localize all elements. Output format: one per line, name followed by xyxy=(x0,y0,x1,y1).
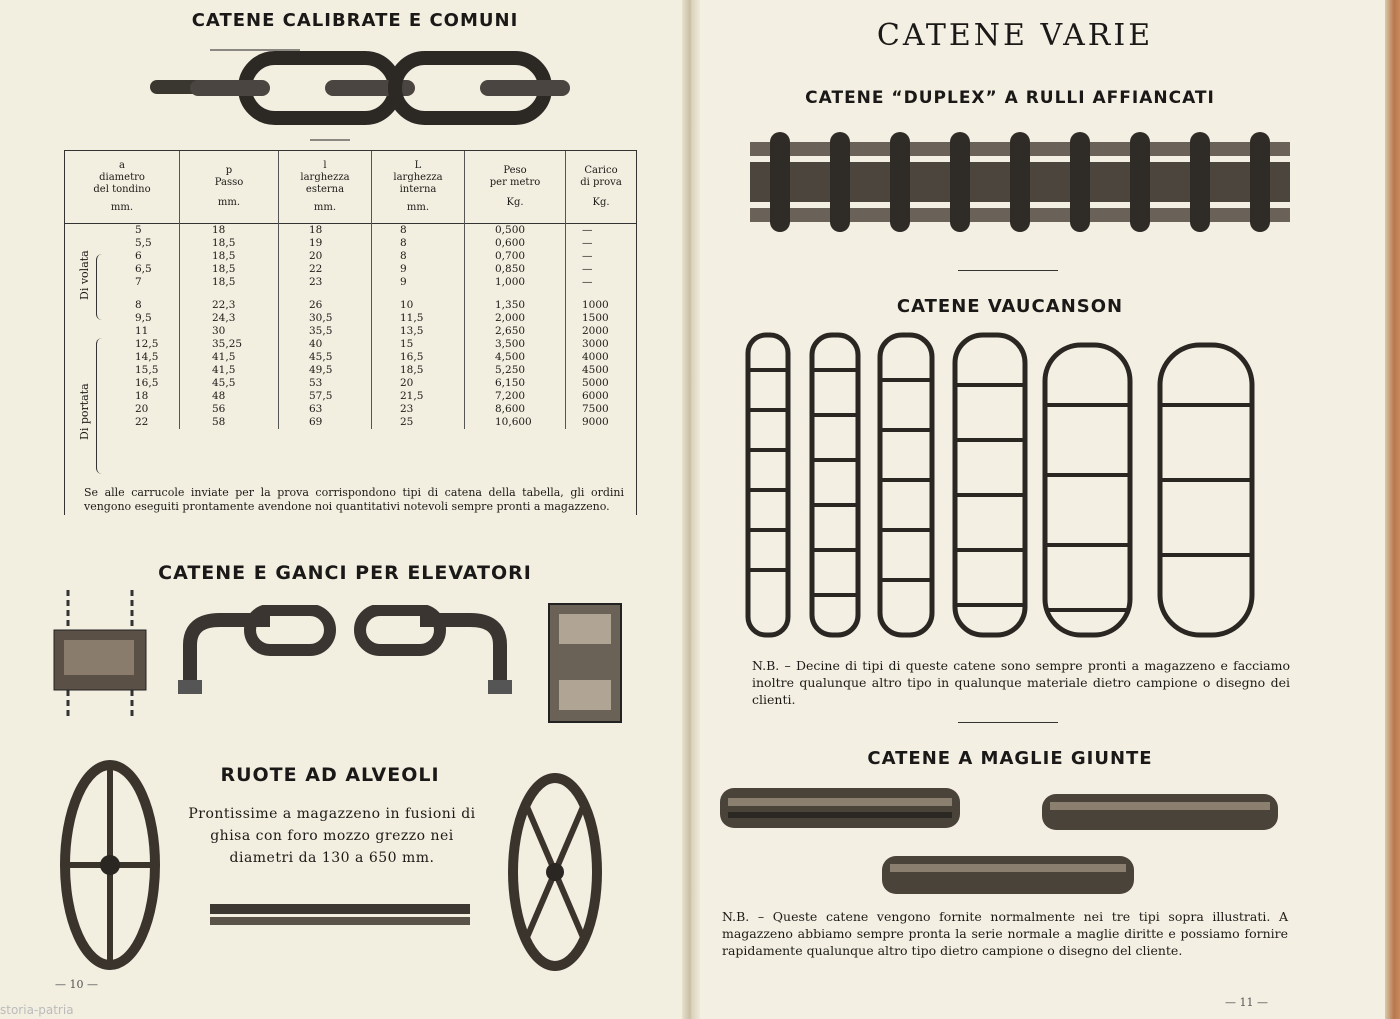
table-cell: — xyxy=(566,250,637,263)
table-cell: 14,5 xyxy=(135,351,159,363)
table-cell: 3000 xyxy=(566,338,637,351)
table-cell: 9 xyxy=(372,263,465,276)
table-cell: 20 xyxy=(135,403,149,415)
table-cell: 22 xyxy=(135,416,149,428)
divider xyxy=(958,722,1058,723)
table-row xyxy=(65,338,636,351)
table-row xyxy=(65,416,636,429)
table-cell: 5,250 xyxy=(465,364,566,377)
table-row xyxy=(65,312,636,325)
table-cell: 30 xyxy=(180,325,279,338)
heading-calibrate: CATENE CALIBRATE E COMUNI xyxy=(191,10,519,31)
table-cell: 40 xyxy=(279,338,372,351)
header-line: Passo xyxy=(214,177,244,188)
table-cell: 0,700 xyxy=(465,250,566,263)
table-cell: 23 xyxy=(279,276,372,289)
table-cell: 9000 xyxy=(566,416,637,429)
table-cell: 6,150 xyxy=(465,377,566,390)
page-number-left: — 10 — xyxy=(55,978,98,991)
table-row xyxy=(65,351,636,364)
header-line: esterna xyxy=(305,184,345,195)
table-cell: 2000 xyxy=(566,325,637,338)
table-cell: 18,5 xyxy=(372,364,465,377)
table-row xyxy=(65,224,636,238)
header-line: mm. xyxy=(313,202,337,213)
wheels-description: Prontissime a magazzeno in fusioni di ghisa con foro mozzo grezzo nei diametri da 130 a 650 mm. xyxy=(188,806,476,866)
table-cell: 8,600 xyxy=(465,403,566,416)
table-cell: 10 xyxy=(372,299,465,312)
spec-table-frame xyxy=(64,150,637,515)
table-cell: 23 xyxy=(372,403,465,416)
table-cell: 41,5 xyxy=(180,351,279,364)
table-cell: 1000 xyxy=(566,299,637,312)
group-label-volata: Di volata xyxy=(78,250,91,300)
table-cell: 16,5 xyxy=(372,351,465,364)
calibrated-chain-illustration xyxy=(150,40,570,150)
table-cell: 22,3 xyxy=(180,299,279,312)
heading-elevatori: CATENE E GANCI PER ELEVATORI xyxy=(158,562,532,584)
header-line: a xyxy=(119,160,125,171)
table-cell xyxy=(465,289,566,299)
elevator-bucket-illustration xyxy=(50,590,150,720)
table-cell: 18 xyxy=(135,390,149,402)
header-line: di prova xyxy=(580,177,622,188)
table-cell: 4500 xyxy=(566,364,637,377)
table-cell xyxy=(279,289,372,299)
header-line: larghezza xyxy=(300,172,350,183)
table-cell: 69 xyxy=(279,416,372,429)
table-row xyxy=(65,237,636,250)
table-cell: 20 xyxy=(372,377,465,390)
table-cell: 20 xyxy=(279,250,372,263)
table-cell: 1,350 xyxy=(465,299,566,312)
table-cell: — xyxy=(566,276,637,289)
table-cell: 41,5 xyxy=(180,364,279,377)
table-cell: 8 xyxy=(372,237,465,250)
book-spine xyxy=(682,0,700,1019)
table-cell: 0,500 xyxy=(465,224,566,238)
group-gap xyxy=(65,289,636,299)
table-cell: 6,5 xyxy=(135,263,152,275)
table-cell: 3,500 xyxy=(465,338,566,351)
table-cell: 18,5 xyxy=(180,250,279,263)
table-cell: 10,600 xyxy=(465,416,566,429)
spec-table-body xyxy=(65,224,636,430)
vaucanson-chains-illustration xyxy=(740,330,1260,640)
table-cell: 18,5 xyxy=(180,276,279,289)
heading-vaucanson: CATENE VAUCANSON xyxy=(896,296,1124,317)
wheel-chain-illustration xyxy=(210,900,470,930)
table-cell: 26 xyxy=(279,299,372,312)
table-cell: 25 xyxy=(372,416,465,429)
note-giunte: N.B. – Queste catene vengono fornite normalmente nei tre tipi sopra illustrati. A magazzeno abbiamo sempre pronta la serie normale a maglie diritte e possiamo fornire rapidamente qualunque altro tipo dietro campione o disegno del cliente. xyxy=(722,909,1288,958)
heading-duplex: CATENE “DUPLEX” A RULLI AFFIANCATI xyxy=(805,88,1215,108)
table-cell: 9 xyxy=(372,276,465,289)
table-cell: 4000 xyxy=(566,351,637,364)
elevator-belt-illustration xyxy=(545,600,625,725)
divider xyxy=(958,270,1058,271)
table-cell: 11,5 xyxy=(372,312,465,325)
table-cell: 15,5 xyxy=(135,364,159,376)
table-header-row xyxy=(65,151,636,224)
header-line: Kg. xyxy=(506,197,524,208)
table-row xyxy=(65,377,636,390)
header-line: mm. xyxy=(110,202,134,213)
table-cell: 18,5 xyxy=(180,263,279,276)
watermark: storia-patria xyxy=(0,1003,74,1017)
table-cell: 7 xyxy=(135,276,142,288)
table-cell: 5 xyxy=(135,224,142,236)
duplex-chain-illustration xyxy=(740,122,1300,242)
header-line: L xyxy=(414,160,422,171)
table-cell: 4,500 xyxy=(465,351,566,364)
table-cell: — xyxy=(566,237,637,250)
table-cell: 0,600 xyxy=(465,237,566,250)
table-cell: 1,000 xyxy=(465,276,566,289)
page-edge xyxy=(1385,0,1400,1019)
note-vaucanson: N.B. – Decine di tipi di queste catene sono sempre pronti a magazzeno e facciamo inoltre qualunque altro tipo in qualunque materiale dietro campione o disegno dei clienti. xyxy=(752,658,1290,707)
header-line: l xyxy=(323,160,327,171)
joined-link-chain-2 xyxy=(1040,790,1280,834)
table-cell: 18,5 xyxy=(180,237,279,250)
table-cell: 21,5 xyxy=(372,390,465,403)
table-cell: 5,5 xyxy=(135,237,152,249)
table-cell: 8 xyxy=(135,299,142,311)
group-label-portata: Di portata xyxy=(78,383,91,440)
brace-volata xyxy=(96,254,105,320)
header-line: diametro xyxy=(99,172,145,183)
table-cell: 8 xyxy=(372,250,465,263)
header-line: Peso xyxy=(503,165,527,176)
table-cell xyxy=(372,289,465,299)
table-cell: 8 xyxy=(372,224,465,238)
table-cell: 0,850 xyxy=(465,263,566,276)
heading-maglie-giunte: CATENE A MAGLIE GIUNTE xyxy=(867,748,1153,769)
page-number-right: — 11 — xyxy=(1225,996,1268,1009)
table-cell: 7,200 xyxy=(465,390,566,403)
brace-portata xyxy=(96,338,105,474)
table-cell: 13,5 xyxy=(372,325,465,338)
table-cell: 6000 xyxy=(566,390,637,403)
table-cell: 5000 xyxy=(566,377,637,390)
table-row xyxy=(65,403,636,416)
table-row xyxy=(65,250,636,263)
table-cell xyxy=(180,289,279,299)
table-row xyxy=(65,390,636,403)
header-line: larghezza xyxy=(393,172,443,183)
table-row xyxy=(65,364,636,377)
wheel-left-illustration xyxy=(60,760,160,970)
joined-link-chain-3 xyxy=(880,852,1136,898)
table-cell: 7500 xyxy=(566,403,637,416)
table-cell: — xyxy=(566,224,637,238)
table-cell: 35,25 xyxy=(180,338,279,351)
table-cell: 18 xyxy=(180,224,279,238)
header-line: per metro xyxy=(489,177,541,188)
table-cell: 49,5 xyxy=(279,364,372,377)
table-cell: 11 xyxy=(135,325,149,337)
table-row xyxy=(65,325,636,338)
col-header-a xyxy=(65,151,180,224)
header-line: interna xyxy=(399,184,437,195)
table-cell: — xyxy=(566,263,637,276)
table-cell: 6 xyxy=(135,250,142,262)
table-row xyxy=(65,263,636,276)
table-cell: 24,3 xyxy=(180,312,279,325)
header-line: mm. xyxy=(406,202,430,213)
table-cell: 2,650 xyxy=(465,325,566,338)
table-cell: 30,5 xyxy=(279,312,372,325)
table-cell: 19 xyxy=(279,237,372,250)
table-cell: 53 xyxy=(279,377,372,390)
header-line: Carico xyxy=(584,165,618,176)
table-cell: 2,000 xyxy=(465,312,566,325)
table-cell: 16,5 xyxy=(135,377,159,389)
col-header-peso xyxy=(465,151,566,224)
table-cell: 45,5 xyxy=(180,377,279,390)
table-cell: 56 xyxy=(180,403,279,416)
table-note: Se alle carrucole inviate per la prova corrispondono tipi di catena della tabella, gli ordini vengono eseguiti prontamente avendone noi quantitativi notevoli sempre pronti a magazzeno. xyxy=(84,486,624,513)
table-cell: 22 xyxy=(279,263,372,276)
header-line: mm. xyxy=(217,197,241,208)
wheel-right-illustration xyxy=(505,772,605,972)
table-cell: 12,5 xyxy=(135,338,159,350)
table-cell: 18 xyxy=(279,224,372,238)
table-cell: 9,5 xyxy=(135,312,152,324)
table-cell: 15 xyxy=(372,338,465,351)
header-line: Kg. xyxy=(592,197,610,208)
table-row xyxy=(65,299,636,312)
col-header-l xyxy=(279,151,372,224)
table-cell: 1500 xyxy=(566,312,637,325)
table-cell: 48 xyxy=(180,390,279,403)
col-header-carico xyxy=(566,151,637,224)
table-cell: 35,5 xyxy=(279,325,372,338)
table-cell: 45,5 xyxy=(279,351,372,364)
col-header-p xyxy=(180,151,279,224)
table-row xyxy=(65,276,636,289)
col-header-L xyxy=(372,151,465,224)
spec-table xyxy=(65,151,636,429)
table-cell xyxy=(566,289,637,299)
heading-ruote: RUOTE AD ALVEOLI xyxy=(220,764,440,786)
elevator-chain-hooks-illustration xyxy=(160,605,530,705)
table-cell: 63 xyxy=(279,403,372,416)
header-line: p xyxy=(225,165,233,176)
table-cell: 57,5 xyxy=(279,390,372,403)
header-line: del tondino xyxy=(93,184,151,195)
table-cell: 58 xyxy=(180,416,279,429)
page-title-catene-varie: CATENE VARIE xyxy=(876,18,1154,53)
joined-link-chain-1 xyxy=(718,784,962,832)
